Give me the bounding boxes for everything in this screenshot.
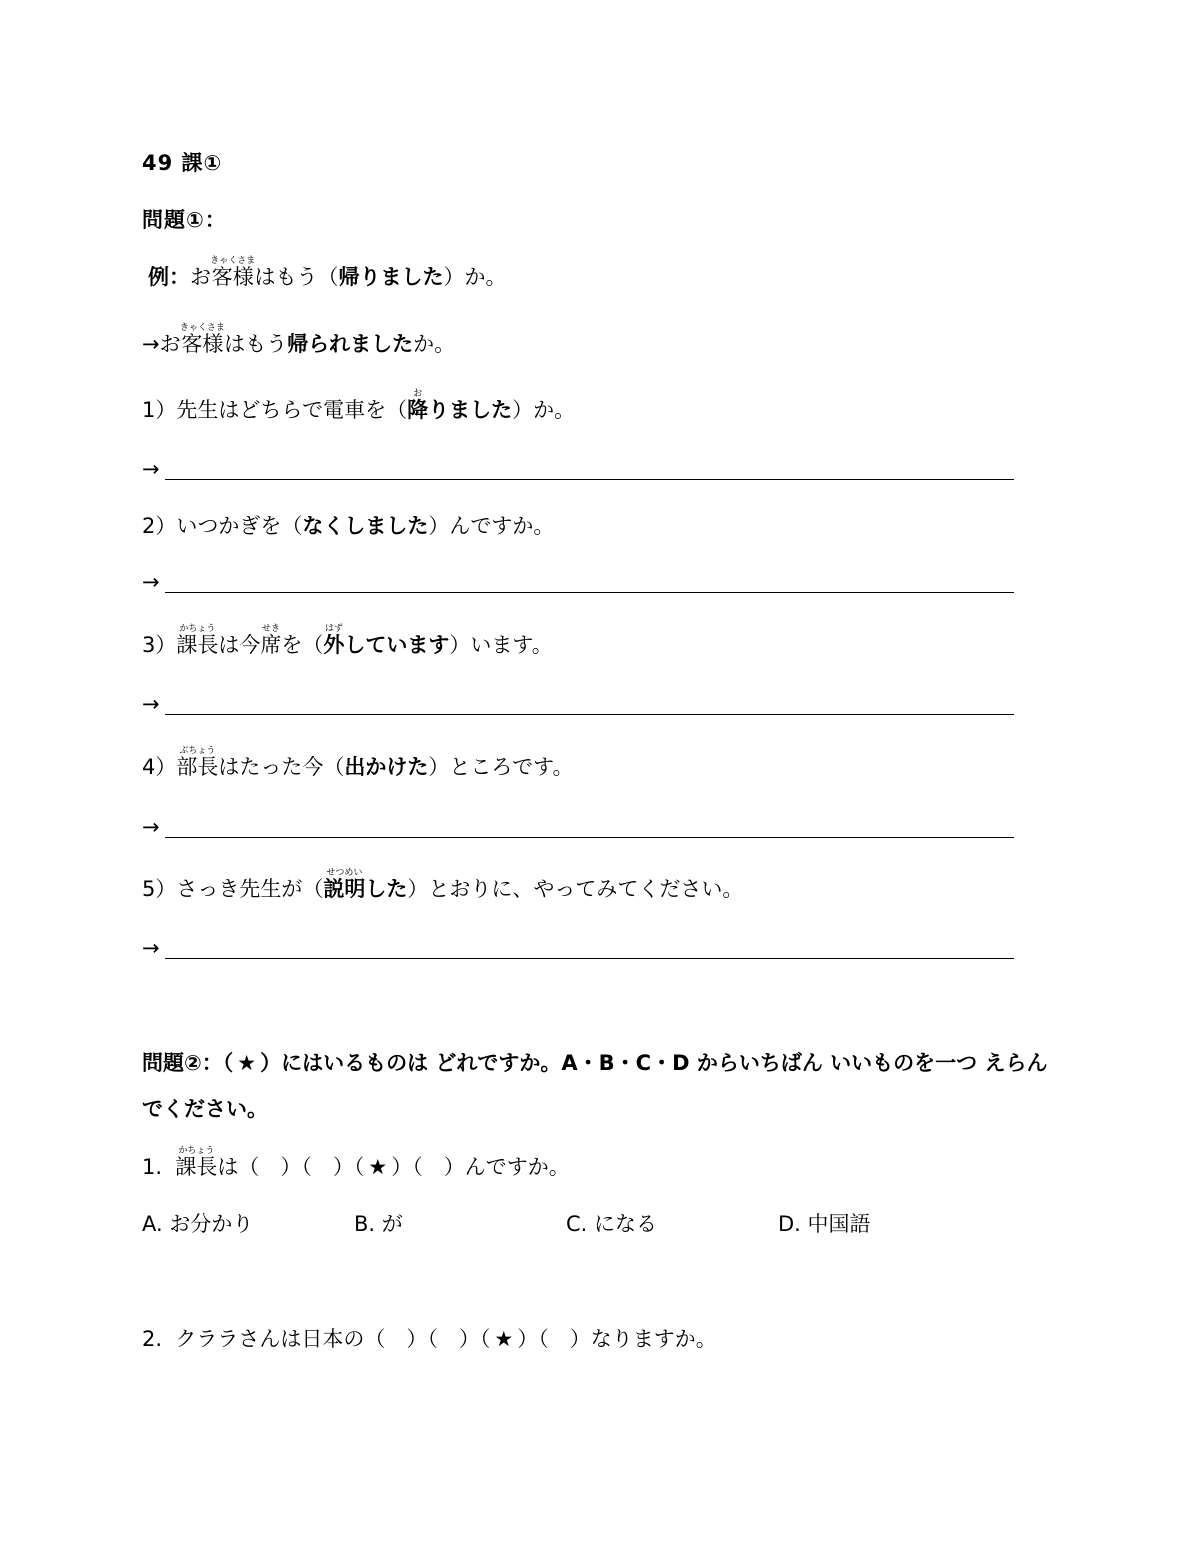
example-answer: →お客様きゃくさまはもう帰られましたか。 xyxy=(142,323,456,356)
q1-item-2: 2）いつかぎを（なくしました）んですか。 xyxy=(142,514,555,538)
choice-d[interactable]: D. 中国語 xyxy=(778,1212,871,1236)
q1-item-1: 1）先生はどちらで電車を（降おりました）か。 xyxy=(142,389,576,422)
ruby-kyakusama-answer: 客様きゃくさま xyxy=(179,323,225,356)
ruby-seki: 席せき xyxy=(260,624,282,657)
example-pre: お xyxy=(190,265,211,289)
page-title: 49 課① xyxy=(142,151,223,175)
answer-blank[interactable] xyxy=(165,479,1014,480)
answer-line-5[interactable] xyxy=(142,938,1014,968)
ruby-kachou: 課長かちょう xyxy=(176,624,219,657)
answer-blank[interactable] xyxy=(165,592,1014,593)
star-icon: ★ xyxy=(494,1327,514,1351)
q2-item-2: 2. クララさんは日本の（ ）（ ）（ ★ ）（ ）なりますか。 xyxy=(142,1327,717,1351)
choice-a[interactable]: A. お分かり xyxy=(142,1212,254,1236)
q1-item-3: 3）課長かちょうは今席せきを（外はずしています）います。 xyxy=(142,624,553,657)
arrow-glyph: → xyxy=(142,692,160,716)
ruby-kyakusama: 客様きゃくさま xyxy=(210,256,256,289)
example-prefix: 例： xyxy=(148,265,190,289)
question-1-heading: 問題①： xyxy=(142,208,227,232)
q2-item-1: 1. 課長かちょうは（ ）（ ）（ ★ ）（ ）んですか。 xyxy=(142,1146,570,1179)
arrow-glyph: → xyxy=(142,815,160,839)
answer-blank[interactable] xyxy=(165,714,1014,715)
ruby-kachou-2: 課長かちょう xyxy=(175,1146,218,1179)
answer-blank[interactable] xyxy=(165,837,1014,838)
example-verb: 帰りました xyxy=(338,265,444,289)
answer-line-1[interactable] xyxy=(142,459,1014,489)
choice-b[interactable]: B. が xyxy=(354,1212,403,1236)
arrow-glyph: → xyxy=(142,332,160,356)
question-2-heading: 問題②：（ ★ ）にはいるものは どれですか。A・B・C・D からいちばん いいものを一つ えらんでください。 xyxy=(142,1051,1048,1121)
answer-line-3[interactable] xyxy=(142,694,1014,724)
ruby-setsumei: 説明せつめい xyxy=(323,868,366,901)
answer-blank[interactable] xyxy=(165,958,1014,959)
arrow-glyph: → xyxy=(142,936,160,960)
choice-c[interactable]: C. になる xyxy=(566,1212,658,1236)
arrow-glyph: → xyxy=(142,570,160,594)
answer-line-2[interactable] xyxy=(142,572,1014,602)
star-icon: ★ xyxy=(368,1155,388,1179)
answer-line-4[interactable] xyxy=(142,817,1014,847)
example-answer-verb: 帰られました xyxy=(287,332,414,356)
q1-item-5: 5）さっき先生が（説明せつめいした）とおりに、やってみてください。 xyxy=(142,868,744,901)
star-icon: ★ xyxy=(237,1051,257,1075)
q1-item-4: 4）部長ぶちょうはたった今（出かけた）ところです。 xyxy=(142,746,574,779)
ruby-buchou: 部長ぶちょう xyxy=(176,746,219,779)
arrow-glyph: → xyxy=(142,457,160,481)
example-sentence: 例：お客様きゃくさまはもう（帰りました）か。 xyxy=(148,256,507,289)
ruby-hazu: 外はず xyxy=(323,624,345,657)
ruby-o: 降お xyxy=(407,389,429,422)
